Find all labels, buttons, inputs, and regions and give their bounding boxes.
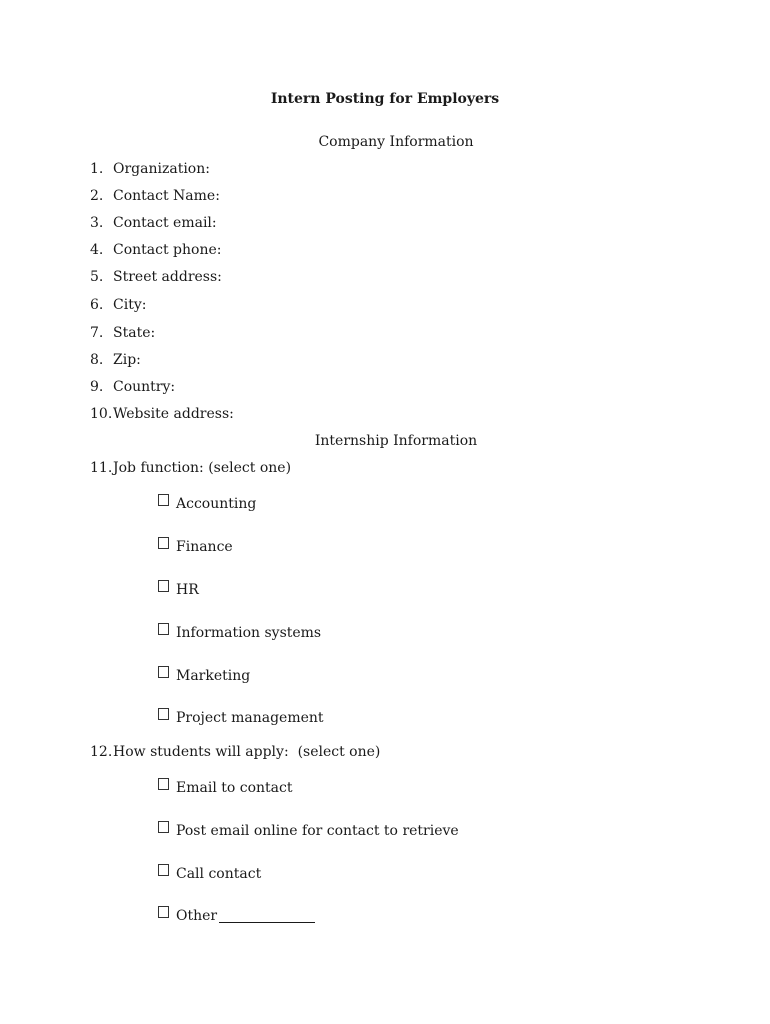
option-label: Other [176, 908, 218, 924]
field-contact-email [90, 215, 217, 231]
field-label: Organization: [113, 161, 210, 177]
option-label: Marketing [176, 668, 251, 684]
field-organization [90, 161, 210, 177]
field-label: Website address: [113, 406, 234, 422]
option-finance[interactable] [158, 539, 233, 555]
checkbox[interactable] [158, 864, 169, 876]
option-label: Accounting [176, 496, 257, 512]
checkbox[interactable] [158, 906, 169, 918]
item-number: 8. [90, 352, 104, 368]
item-number: 7. [90, 325, 104, 341]
item-number: 3. [90, 215, 104, 231]
option-label: Email to contact [176, 780, 293, 796]
internship-information-heading: Internship Information [314, 433, 478, 449]
item-number: 10. [90, 406, 113, 422]
item-number: 2. [90, 188, 104, 204]
field-label: Contact email: [113, 215, 217, 231]
field-zip [90, 352, 141, 368]
option-hr[interactable] [158, 582, 199, 598]
field-contact-name [90, 188, 220, 204]
checkbox[interactable] [158, 778, 169, 790]
item-number: 4. [90, 242, 104, 258]
other-fill-in-line[interactable] [219, 908, 315, 923]
option-email-to-contact[interactable] [158, 780, 292, 796]
field-street-address [90, 269, 222, 285]
item-number: 1. [90, 161, 104, 177]
field-label: State: [113, 325, 156, 341]
option-label: Post email online for contact to retrieve [176, 823, 459, 839]
question-how-students-apply [90, 744, 380, 760]
option-marketing[interactable] [158, 668, 250, 684]
field-country [90, 379, 175, 395]
company-information-heading: Company Information [318, 134, 474, 150]
item-number: 9. [90, 379, 104, 395]
option-information-systems[interactable] [158, 625, 321, 641]
option-other[interactable] [158, 908, 315, 924]
question-label: Job function: (select one) [113, 460, 292, 476]
option-label: Call contact [176, 866, 262, 882]
option-call-contact[interactable] [158, 866, 261, 882]
checkbox[interactable] [158, 580, 169, 592]
field-city [90, 297, 146, 313]
field-website-address [90, 406, 234, 422]
checkbox[interactable] [158, 708, 169, 720]
option-post-email-online[interactable] [158, 823, 459, 839]
item-number: 5. [90, 269, 104, 285]
checkbox[interactable] [158, 666, 169, 678]
option-label: Finance [176, 539, 233, 555]
option-label: Information systems [176, 625, 322, 641]
question-job-function [90, 460, 291, 476]
field-label: Country: [113, 379, 176, 395]
field-label: Street address: [113, 269, 222, 285]
field-label: Zip: [113, 352, 141, 368]
option-accounting[interactable] [158, 496, 256, 512]
checkbox[interactable] [158, 821, 169, 833]
checkbox[interactable] [158, 623, 169, 635]
field-contact-phone [90, 242, 221, 258]
item-number: 12. [90, 744, 113, 760]
field-label: City: [113, 297, 147, 313]
field-label: Contact Name: [113, 188, 220, 204]
field-state [90, 325, 155, 341]
title-text: Intern Posting for Employers [270, 91, 500, 107]
option-project-management[interactable] [158, 710, 324, 726]
question-label: How students will apply: (select one) [113, 744, 381, 760]
item-number: 6. [90, 297, 104, 313]
field-label: Contact phone: [113, 242, 222, 258]
checkbox[interactable] [158, 494, 169, 506]
item-number: 11. [90, 460, 113, 476]
document-title [0, 91, 770, 107]
option-label: Project management [176, 710, 324, 726]
option-label: HR [176, 582, 199, 598]
checkbox[interactable] [158, 537, 169, 549]
